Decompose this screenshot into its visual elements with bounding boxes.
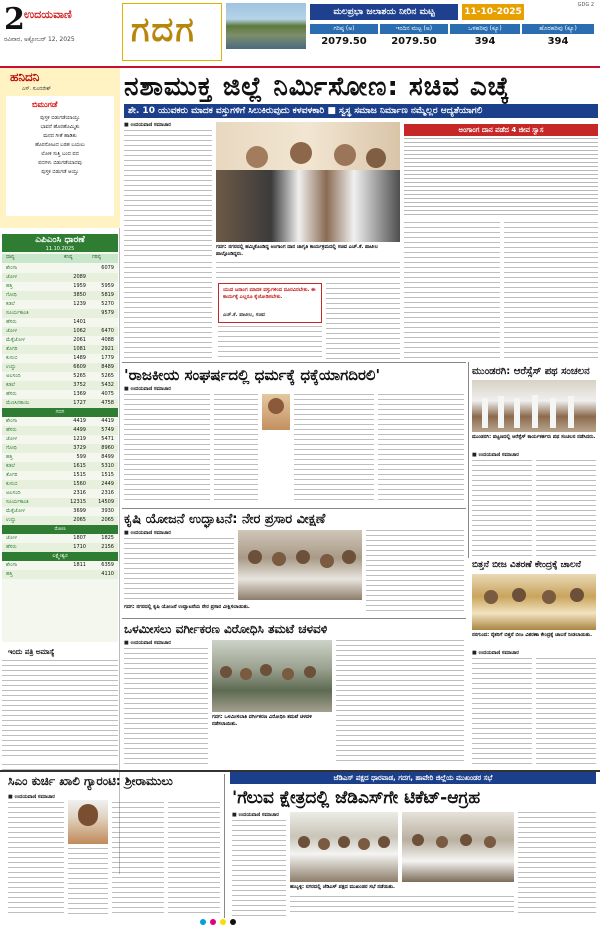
apmc-min-price: 1615 <box>73 463 86 469</box>
bottom-right-text-mid <box>290 896 514 916</box>
story5-photo <box>212 640 332 712</box>
apmc-grain: ಹತ್ತಿ <box>6 571 13 577</box>
apmc-max-price: 9579 <box>101 310 114 316</box>
apmc-max-price: 4110 <box>101 571 114 577</box>
apmc-grain: ಕುಸುಬಿ <box>6 355 18 361</box>
story2-text-col1 <box>124 394 210 504</box>
story6-photo <box>472 574 596 630</box>
apmc-grain: ಮೆಕ್ಕೆಜೋಳ <box>6 508 25 514</box>
lead-text-col1b <box>124 262 212 358</box>
lead-text-col3 <box>326 283 400 359</box>
story4-text-col1 <box>124 538 234 602</box>
poem-line: ಲೋಕ ಸುತ್ತಿ ಬಂದ ಪದ <box>41 151 79 157</box>
apmc-min-price: 1959 <box>73 283 86 289</box>
divider <box>468 362 469 558</box>
story6-byline: ■ ಉದಯವಾಣಿ ಸಮಾಚಾರ <box>472 650 519 656</box>
apmc-grain: ಜೋಳ <box>6 328 17 334</box>
bottom-left-byline: ■ ಉದಯವಾಣಿ ಸಮಾಚಾರ <box>8 794 55 800</box>
apmc-max-price: 4419 <box>101 418 114 424</box>
apmc-row <box>2 372 118 381</box>
apmc-max-price: 5819 <box>101 292 114 298</box>
apmc-row <box>2 273 118 282</box>
bottom-left-text-col1 <box>8 802 64 916</box>
apmc-row <box>2 453 118 462</box>
apmc-row <box>2 426 118 435</box>
apmc-min-price: 1515 <box>73 472 86 478</box>
apmc-row <box>2 471 118 480</box>
story2-text-col3 <box>294 394 374 504</box>
hanidani-box <box>0 68 120 228</box>
apmc-min-price: 3850 <box>73 292 86 298</box>
apmc-min-price: 1081 <box>73 346 86 352</box>
apmc-grain: ಕಡಲೆ <box>6 301 15 307</box>
apmc-date: 11.10.2025 <box>45 246 75 252</box>
apmc-grain: ತೊಗರಿ <box>6 346 18 352</box>
apmc-min-price: 1239 <box>73 301 86 307</box>
apmc-row <box>2 435 118 444</box>
apmc-min-price: 4419 <box>73 418 86 424</box>
apmc-grain: ಸೂರ್ಯಕಾಂತಿ <box>6 499 29 505</box>
lead-text-col4 <box>404 222 500 358</box>
poem-line: ಭಾವನೆ ಹೊರಹೊಮ್ಮಿತು <box>40 124 80 130</box>
col-header-grain: ಧಾನ್ಯ <box>6 254 15 260</box>
story2-text-col4 <box>378 394 464 504</box>
apmc-row <box>2 507 118 516</box>
story2-text-col2 <box>214 394 258 504</box>
story5-byline: ■ ಉದಯವಾಣಿ ಸಮಾಚಾರ <box>124 640 171 646</box>
apmc-min-price: 6609 <box>73 364 86 370</box>
apmc-row <box>2 354 118 363</box>
apmc-grain: ಮೆಕ್ಕೆಜೋಳ <box>6 337 25 343</box>
apmc-row <box>2 561 118 570</box>
lead-quote-box <box>218 283 322 323</box>
divider <box>224 774 225 918</box>
hanidani-poem <box>10 114 110 177</box>
apmc-min-price: 1369 <box>73 391 86 397</box>
story3-text-col1 <box>472 460 532 556</box>
lead-inset-heading: ಅಂಗಾಂಗ ದಾನ ಪಡೆದ 4 ಜೀವ ಸ್ವಾಸ <box>404 124 598 136</box>
sriramulu-portrait <box>68 800 108 844</box>
apmc-title: ಎಪಿಎಂಸಿ ಧಾರಣೆ <box>2 234 118 252</box>
apmc-max-price: 5471 <box>101 436 114 442</box>
story3-headline: ಮುಂಡರಗಿ: ಆರೆಸ್ಸೆಸ್ ಪಥ ಸಂಚಲನ <box>472 366 590 377</box>
poem-line: ಪುಸ್ತಕ ಬಿಡುಗಡೆ ಆಯ್ತು <box>41 169 79 175</box>
story2-headline: 'ರಾಜಕೀಯ ಸಂಘರ್ಷದಲ್ಲಿ ಧರ್ಮಕ್ಕೆ ಧಕ್ಕೆಯಾಗದಿರಲಿ' <box>124 366 381 384</box>
apmc-max-price: 3930 <box>101 508 114 514</box>
apmc-row <box>2 570 118 579</box>
dam-col-max-label: ಗರಿಷ್ಠ (ಅ) <box>310 24 378 34</box>
page-number: 2 <box>4 2 25 37</box>
apmc-max-price: 6470 <box>101 328 114 334</box>
apmc-grain: ಹೆಸರು <box>6 391 17 397</box>
apmc-row <box>2 534 118 543</box>
apmc-row <box>2 336 118 345</box>
apmc-min-price: 5265 <box>73 373 86 379</box>
apmc-max-price: 2921 <box>101 346 114 352</box>
apmc-max-price: 5432 <box>101 382 114 388</box>
date-line: ರವಿವಾರ, ಅಕ್ಟೋಬರ್ 12, 2025 <box>4 36 75 43</box>
story5-caption: ಗದಗ: ಒಳಮೀಸಲಾತಿ ವರ್ಗೀಕರಣ ವಿರೋಧಿಸಿ ತಮಟೆ ಚಳವಳಿ ನಡೆಸಲಾಯಿತು. <box>212 714 312 727</box>
divider <box>122 362 466 363</box>
story6-text-col2 <box>536 658 596 764</box>
poem-line: ಮನದ ಗೀತೆ ಹಾಡಿತು <box>43 133 77 139</box>
poem-line: ಪದಗಳು ಬಿಡುಗಡೆಯಾದವು <box>38 160 82 166</box>
apmc-grain: ಉದ್ದು <box>6 517 16 523</box>
apmc-row <box>2 309 118 318</box>
apmc-grain: ಶೇಂಗಾ <box>6 265 18 271</box>
story5-headline: ಒಳಮೀಸಲು ವರ್ಗೀಕರಣ ವಿರೋಧಿಸಿ ತಮಟೆ ಚಳವಳಿ <box>124 622 328 636</box>
lead-quote: ಯುವ ಜನಾಂಗ ಮಾದಕ ವಸ್ತುಗಳಿಂದ ದೂರವಿರಬೇಕು. ಈ ಕಾರ್ಯಕ್ಕೆ ಎಲ್ಲರೂ ಕೈಜೋಡಿಸಬೇಕು. <box>223 287 316 300</box>
dam-col-outflow-label: ಹೊರಹರಿವು (ಕ್ಯೂ) <box>522 24 594 34</box>
apmc-row <box>2 390 118 399</box>
apmc-min-price: 3699 <box>73 508 86 514</box>
brand-name: ಉದಯವಾಣಿ <box>24 8 72 21</box>
story3-text-col2 <box>536 460 596 556</box>
bottom-right-text-col4 <box>518 812 596 916</box>
apmc-min-price: 3729 <box>73 445 86 451</box>
story4-photo <box>238 530 362 600</box>
apmc-grain: ಜೋಳ <box>6 274 17 280</box>
apmc-max-price: 5270 <box>101 301 114 307</box>
col-header-max: ಗರಿಷ್ಠ <box>92 254 101 260</box>
apmc-column-headers <box>2 254 118 263</box>
apmc-min-price: 1219 <box>73 436 86 442</box>
apmc-row <box>2 543 118 552</box>
apmc-min-price: 4499 <box>73 427 86 433</box>
apmc-grain: ಹತ್ತಿ <box>6 283 13 289</box>
apmc-max-price: 2065 <box>101 517 114 523</box>
divider <box>122 508 466 509</box>
bottom-left-text-col4 <box>168 802 220 916</box>
apmc-grain: ಜೋಳ <box>6 436 17 442</box>
apmc-min-price: 12315 <box>70 499 86 505</box>
apmc-min-price: 1807 <box>73 535 86 541</box>
apmc-grain: ಅಲಸಂದಿ <box>6 373 21 379</box>
apmc-row <box>2 399 118 408</box>
apmc-row <box>2 327 118 336</box>
story4-caption: ಗದಗ: ನಗರದಲ್ಲಿ ಕೃಷಿ ಯೋಜನೆ ಉದ್ಘಾಟನೆಯ ನೇರ ಪ್ರಸಾರ ವೀಕ್ಷಿಸಲಾಯಿತು. <box>124 604 250 610</box>
apmc-row <box>2 300 118 309</box>
apmc-min-price: 1401 <box>73 319 86 325</box>
apmc-grain: ಕುಸುಬಿ <box>6 481 18 487</box>
dam-title: ಮಲಪ್ರಭಾ ಜಲಾಶಯ ನೀರಿನ ಮಟ್ಟ <box>310 4 458 20</box>
lead-text-col5 <box>504 222 598 358</box>
hanidani-tag: ಬಿಮುಗಡೆ <box>32 100 58 109</box>
lead-text-col2 <box>218 326 322 358</box>
apmc-min-price: 1727 <box>73 400 86 406</box>
apmc-min-price: 2061 <box>73 337 86 343</box>
apmc-grain: ಶೇಂಗಾ <box>6 418 18 424</box>
apmc-row <box>2 444 118 453</box>
apmc-market-section: ಲಕ್ಷ್ಮೇಶ್ವರ <box>2 552 118 561</box>
apmc-grain: ಉದ್ದು <box>6 364 16 370</box>
apmc-row <box>2 318 118 327</box>
apmc-grain: ಜೋಳ <box>6 535 17 541</box>
bottom-left-headline: ಸಿಎಂ ಕುರ್ಚಿ ಖಾಲಿ ಗ್ಯಾರಂಟಿ: ಶ್ರೀರಾಮುಲು <box>8 774 173 788</box>
lead-headline: ನಶಾಮುಕ್ತ ಜಿಲ್ಲೆ ನಿರ್ಮಿಸೋಣ: ಸಚಿವ ಎಚ್ಕೆ <box>124 72 510 102</box>
apmc-max-price: 4758 <box>101 400 114 406</box>
lead-text-col1 <box>124 130 212 258</box>
apmc-grain: ಹೆಸರು <box>6 544 17 550</box>
apmc-max-price: 1515 <box>101 472 114 478</box>
apmc-grain: ಗೋಧಿ <box>6 292 17 298</box>
apmc-max-price: 2316 <box>101 490 114 496</box>
dam-col-outflow-value: 394 <box>547 36 569 47</box>
hanidani-logo: ಹನಿದನಿ <box>10 70 40 84</box>
jds-meeting-photo <box>290 812 398 882</box>
apmc-max-price: 2156 <box>101 544 114 550</box>
dam-col-today-value: 2079.50 <box>391 36 437 47</box>
apmc-grain: ಶೇಂಗಾ <box>6 562 18 568</box>
dam-col-today-label: ಇಂದಿನ ಮಟ್ಟ (ಅ) <box>380 24 448 34</box>
print-register-marks <box>200 918 400 926</box>
apmc-row <box>2 462 118 471</box>
dam-col-inflow-label: ಒಳಹರಿವು (ಕ್ಯೂ) <box>450 24 520 34</box>
page-code: GDG 2 <box>577 2 594 8</box>
apmc-max-price: 5959 <box>101 283 114 289</box>
apmc-grain: ಹತ್ತಿ <box>6 454 13 460</box>
masthead <box>0 0 600 68</box>
apmc-row <box>2 489 118 498</box>
apmc-min-price: 1560 <box>73 481 86 487</box>
apmc-market-section: ಗದಗ <box>2 408 118 417</box>
apmc-grain: ಕಡಲೆ <box>6 463 15 469</box>
poem-line: ಹೊರನೋಟದ ಬರಹ ಬಯಲು <box>35 142 85 148</box>
apmc-row <box>2 516 118 525</box>
apmc-max-price: 5749 <box>101 427 114 433</box>
bottom-right-caption: ಹುಬ್ಬಳ್ಳಿ: ನಗರದಲ್ಲಿ ಜೆಡಿಎಸ್ ಪಕ್ಷದ ಮುಖಂಡರ ಸಭೆ ನಡೆಯಿತು. <box>290 884 395 890</box>
poem-line: ಪುಸ್ತಕ ಬಿಡುಗಡೆಯಾಯ್ತು <box>40 115 80 121</box>
jds-meeting-photo-2 <box>402 812 514 882</box>
apmc-row <box>2 381 118 390</box>
apmc-max-price: 5265 <box>101 373 114 379</box>
history-text <box>2 660 118 756</box>
bottom-right-byline: ■ ಉದಯವಾಣಿ ಸಮಾಚಾರ <box>232 812 279 818</box>
apmc-max-price: 6359 <box>101 562 114 568</box>
apmc-row <box>2 498 118 507</box>
apmc-min-price: 2065 <box>73 517 86 523</box>
dam-col-max-value: 2079.50 <box>321 36 367 47</box>
story4-text-col2 <box>366 530 464 612</box>
bottom-right-headline: 'ಗೆಲುವ ಕ್ಷೇತ್ರದಲ್ಲಿ ಜೆಡಿಎಸ್‌ಗೇ ಟಿಕೆಟ್-ಆಗ್ರಹ <box>232 788 481 808</box>
dam-date: 11-10-2025 <box>462 4 524 20</box>
story2-portrait <box>262 394 290 430</box>
apmc-max-price: 4075 <box>101 391 114 397</box>
story3-byline: ■ ಉದಯವಾಣಿ ಸಮಾಚಾರ <box>472 452 519 458</box>
apmc-grain: ಮೆಣಸಿನಕಾಯಿ <box>6 400 30 406</box>
story2-byline: ■ ಉದಯವಾಣಿ ಸಮಾಚಾರ <box>124 386 171 392</box>
lead-quote-by: ಎಚ್.ಕೆ. ಪಾಟೀಲ, ಸಚಿವ <box>223 312 266 318</box>
story3-photo <box>472 380 596 432</box>
lead-photo <box>216 122 400 242</box>
apmc-row <box>2 345 118 354</box>
story6-headline: ಬಿತ್ತನೆ ಬೀಜ ವಿತರಣೆ ಕೇಂದ್ರಕ್ಕೆ ಚಾಲನೆ <box>472 560 582 570</box>
apmc-max-price: 2449 <box>101 481 114 487</box>
story3-caption: ಮುಂಡರಗಿ: ಪಟ್ಟಣದಲ್ಲಿ ಆರೆಸ್ಸೆಸ್ ಕಾರ್ಯಕರ್ತರು ಪಥ ಸಂಚಲನ ನಡೆಸಿದರು. <box>472 434 596 440</box>
apmc-row <box>2 480 118 489</box>
apmc-grain: ಗೋಧಿ <box>6 445 17 451</box>
apmc-min-price: 2089 <box>73 274 86 280</box>
apmc-max-price: 4088 <box>101 337 114 343</box>
apmc-row <box>2 264 118 273</box>
apmc-row <box>2 282 118 291</box>
apmc-max-price: 1825 <box>101 535 114 541</box>
story4-headline: ಕೃಷಿ ಯೋಜನೆ ಉದ್ಘಾಟನೆ: ನೇರ ಪ್ರಸಾರ ವೀಕ್ಷಣೆ <box>124 512 326 527</box>
dam-photo <box>226 3 306 49</box>
apmc-price-table <box>2 234 118 642</box>
apmc-grain: ಹೆಸರು <box>6 319 17 325</box>
story6-text-col1 <box>472 658 532 764</box>
apmc-max-price: 14509 <box>98 499 114 505</box>
left-column <box>0 68 120 874</box>
apmc-row <box>2 291 118 300</box>
story4-byline: ■ ಉದಯವಾಣಿ ಸಮಾಚಾರ <box>124 530 171 536</box>
city-banner <box>122 3 222 61</box>
story5-text-col2 <box>336 640 464 764</box>
apmc-grain: ತೊಗರಿ <box>6 472 18 478</box>
apmc-min-price: 1489 <box>73 355 86 361</box>
apmc-min-price: 2316 <box>73 490 86 496</box>
apmc-max-price: 6079 <box>101 265 114 271</box>
apmc-max-price: 1779 <box>101 355 114 361</box>
apmc-max-price: 8499 <box>101 454 114 460</box>
col-header-min: ಕನಿಷ್ಠ <box>64 254 73 260</box>
apmc-row <box>2 363 118 372</box>
apmc-max-price: 8489 <box>101 364 114 370</box>
dam-col-inflow-value: 394 <box>474 36 496 47</box>
apmc-grain: ಅಲಸಂದಿ <box>6 490 21 496</box>
lead-subheadline: ಶೇ. 10 ಯುವಕರು ಮಾದಕ ವಸ್ತುಗಳಿಗೆ ಸಿಲುಕಿರುವುದು ಕಳವಳಕಾರಿ ■ ಸ್ವಸ್ಥ ಸಮಾಜ ನಿರ್ಮಾಣ ನಮ್ಮೆಲ್ಲರ ಆದ್ಯತೆಯಾಗಲಿ <box>124 104 598 118</box>
bottom-right-kicker: ಜೆಡಿಎಸ್ ಪಕ್ಷದ ಧಾರವಾಡ, ಗದಗ, ಹಾವೇರಿ ಜಿಲ್ಲೆಯ ಮುಖಂಡರ ಸಭೆ <box>230 772 596 784</box>
bottom-left-text-col3 <box>112 802 164 916</box>
history-title: ಇಂದು ಪತ್ರಿ ಅಮಾಸ್ಯೆ <box>8 648 55 656</box>
bottom-left-text-col2 <box>68 848 108 916</box>
apmc-grain: ಕಡಲೆ <box>6 382 15 388</box>
apmc-market-section: ರೋಣ <box>2 525 118 534</box>
apmc-row <box>2 417 118 426</box>
apmc-min-price: 1811 <box>73 562 86 568</box>
apmc-grain: ಹೆಸರು <box>6 427 17 433</box>
story5-text-col1 <box>124 648 208 764</box>
divider <box>122 618 466 619</box>
lead-inset-text <box>404 138 598 218</box>
bottom-right-text-col1 <box>232 820 286 916</box>
hanidani-author: ಎಸ್. ಸುಂದರೇಶ್ <box>22 86 51 92</box>
history-box <box>2 648 118 758</box>
apmc-min-price: 1062 <box>73 328 86 334</box>
apmc-min-price: 1710 <box>73 544 86 550</box>
lead-byline: ■ ಉದಯವಾಣಿ ಸಮಾಚಾರ <box>124 122 171 128</box>
apmc-grain: ಸೂರ್ಯಕಾಂತಿ <box>6 310 29 316</box>
apmc-max-price: 8960 <box>101 445 114 451</box>
apmc-min-price: 599 <box>76 454 86 460</box>
apmc-max-price: 5310 <box>101 463 114 469</box>
apmc-min-price: 3752 <box>73 382 86 388</box>
city-name: ಗದಗ <box>131 10 196 50</box>
story6-caption: ನರಗುಂದ: ರೈತರಿಗೆ ಬಿತ್ತನೆ ಬೀಜ ವಿತರಣಾ ಕೇಂದ್ರಕ್ಕೆ ಚಾಲನೆ ನೀಡಲಾಯಿತು. <box>472 632 593 638</box>
lead-text-mid <box>216 262 400 280</box>
lead-photo-caption: ಗದಗ: ನಗರದಲ್ಲಿ ಹಮ್ಮಿಕೊಂಡಿದ್ದ ಅಂಗಾಂಗ ದಾನ ಜಾಗೃತಿ ಕಾರ್ಯಕ್ರಮದಲ್ಲಿ ಸಚಿವ ಎಚ್.ಕೆ. ಪಾಟೀಲ ಪಾಲ್ಗೊಂಡಿದ್ದರು. <box>216 244 378 257</box>
